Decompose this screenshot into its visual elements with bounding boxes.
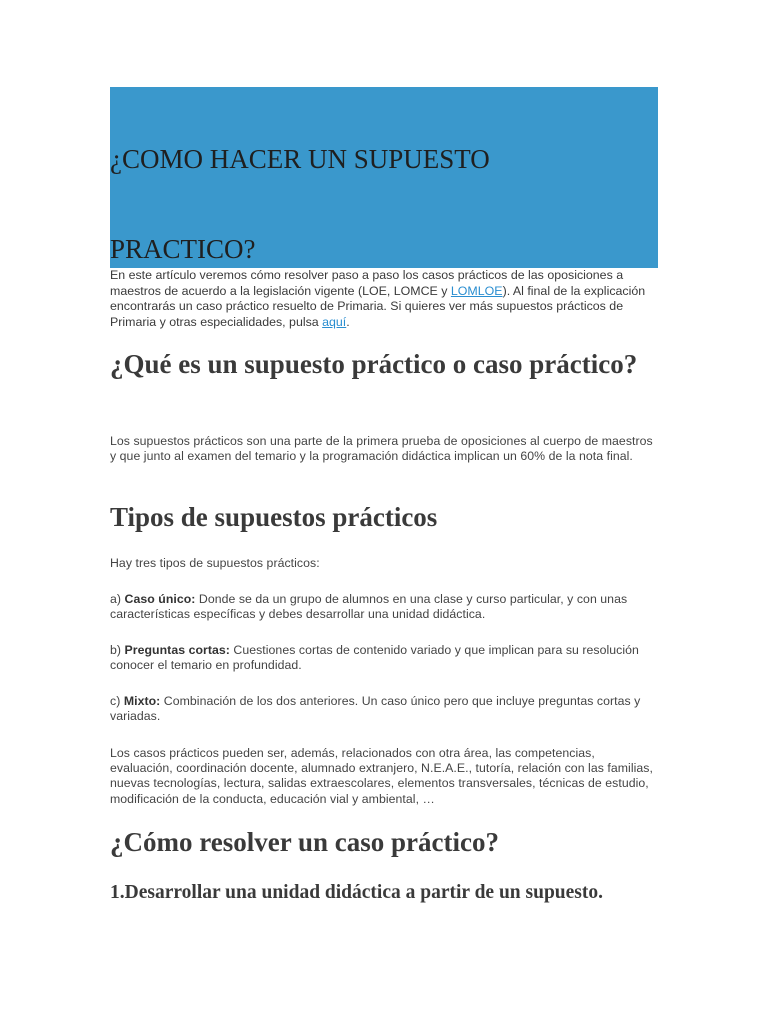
list-item-prefix: a) xyxy=(110,592,125,606)
list-item-prefix: c) xyxy=(110,694,124,708)
list-item-term: Preguntas cortas: xyxy=(124,643,230,657)
paragraph-tipos-intro: Hay tres tipos de supuestos prácticos: xyxy=(110,556,320,570)
list-item-mixto xyxy=(110,694,658,724)
paragraph-casos-relacionados: Los casos prácticos pueden ser, además, relacionados con otra área, las competencias, evaluación, coordinación docente, alumnado extranjero, N.E.A.E., tutoría, relación con las familias, nuevas tecnologías, lectura, salidas extraescolares, elementos transversales, técnicas de estudio, modificación de la conducta, educación vial y ambiental, … xyxy=(110,746,653,806)
page-title-line-1: ¿COMO HACER UN SUPUESTO xyxy=(110,144,490,174)
intro-paragraph xyxy=(110,268,658,330)
intro-text-1: En este artículo veremos cómo resolver paso a paso los casos prácticos de las oposiciones a maestros de acuerdo a la legislación vigente (LOE, LOMCE y xyxy=(110,268,624,298)
intro-text-3: . xyxy=(346,314,350,329)
list-item-term: Caso único: xyxy=(124,592,196,606)
list-item-desc: Combinación de los dos anteriores. Un caso único pero que incluye preguntas cortas y variadas. xyxy=(110,694,641,724)
aqui-link[interactable]: aquí xyxy=(322,314,347,329)
heading-tipos: Tipos de supuestos prácticos xyxy=(110,502,438,532)
list-item-term: Mixto: xyxy=(123,694,161,708)
paragraph-que-es: Los supuestos prácticos son una parte de la primera prueba de oposiciones al cuerpo de maestros y que junto al examen del temario y la programación didáctica implican un 60% de la nota final. xyxy=(110,434,653,464)
heading-que-es: ¿Qué es un supuesto práctico o caso práctico? xyxy=(110,349,638,379)
list-item-desc: Cuestiones cortas de contenido variado y que implican para su resolución conocer el temario en profundidad. xyxy=(110,643,639,673)
list-item-prefix: b) xyxy=(110,643,125,657)
list-item-caso-unico xyxy=(110,592,658,622)
lomloe-link[interactable]: LOMLOE xyxy=(450,283,503,298)
page-title-line-2: PRACTICO? xyxy=(110,234,256,264)
heading-como-resolver: ¿Cómo resolver un caso práctico? xyxy=(110,827,499,857)
subheading-desarrollar-unidad: 1.Desarrollar una unidad didáctica a partir de un supuesto. xyxy=(110,882,604,903)
list-item-preguntas-cortas xyxy=(110,643,658,673)
intro-text-2: ). Al final de la explicación encontrarás un caso práctico resuelto de Primaria. Si quieres ver más supuestos prácticos de Primaria y otras especialidades, pulsa xyxy=(110,283,646,329)
list-item-desc: Donde se da un grupo de alumnos en una clase y curso particular, y con unas características específicas y debes desarrollar una unidad didáctica. xyxy=(110,592,628,622)
